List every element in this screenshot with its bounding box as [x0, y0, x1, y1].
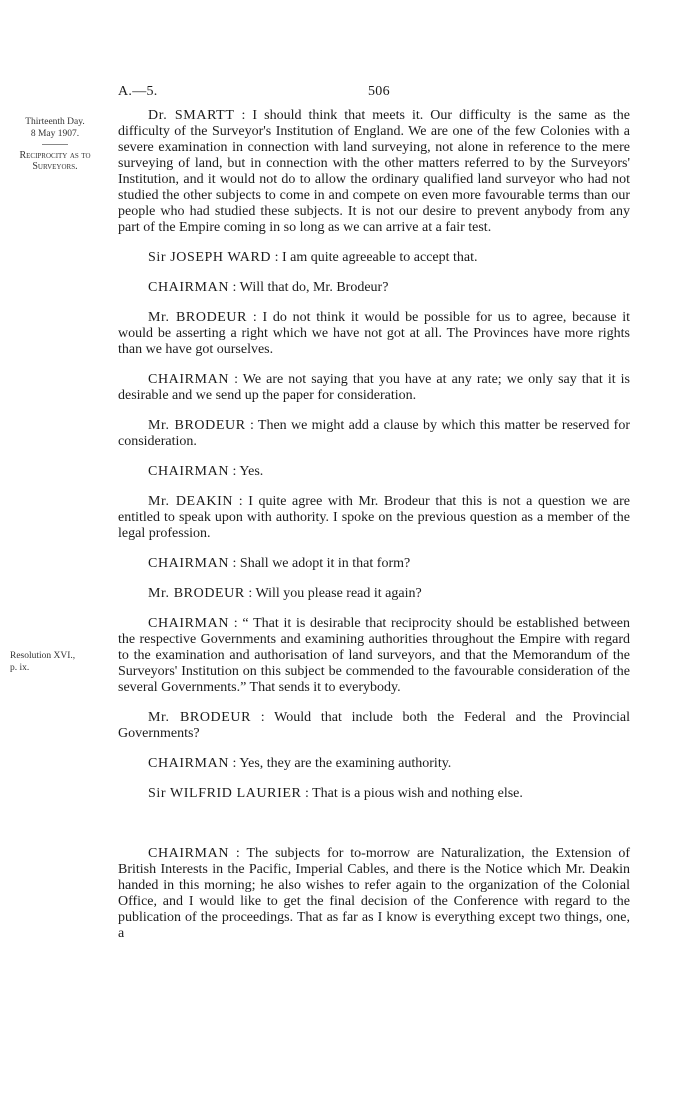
- speaker-name: Mr. BRODEUR: [148, 310, 248, 325]
- speech-text: : The subjects for to-morrow are Naturalization, the Extension of British Interests in the Pacific, Imperial Cables, and there is the Notice which Mr. Deakin handed in this morning; he also wishes to refer again to the organization of the Colonial Office, and I would like to get the final decision of the Conference with regard to the publication of the proceedings. That as far as I know is everything except two things, one, a: [118, 846, 630, 941]
- speech-text: : I quite agree with Mr. Brodeur that this is not a question we are entitled to speak upon with authority. I spoke on the previous question as a member of the legal profession.: [118, 494, 630, 541]
- speaker-name: CHAIRMAN: [148, 280, 230, 295]
- speech-paragraph: [118, 108, 630, 236]
- speaker-name: Mr. BRODEUR: [148, 418, 246, 433]
- speaker-name: CHAIRMAN: [148, 756, 230, 771]
- speech-text: : Will that do, Mr. Brodeur?: [232, 280, 389, 295]
- speech-text: : Yes.: [232, 464, 264, 479]
- speaker-name: Mr. BRODEUR: [148, 710, 252, 725]
- speech-text: : Then we might add a clause by which this matter be reserved for consideration.: [118, 418, 630, 449]
- speech-paragraph: [118, 418, 630, 450]
- speech-paragraph: [118, 756, 630, 772]
- speech-paragraph: [118, 250, 630, 266]
- speech-paragraph: [118, 464, 630, 480]
- speech-paragraph: [118, 786, 630, 802]
- speech-paragraph: [118, 710, 630, 742]
- speech-text: : “ That it is desirable that reciprocity should be established between the respective Governments and examining authorities throughout the Empire with regard to the examination and authorisation of land surveyors, and that the Memorandum of the Surveyors' Institution on this subject be commended to the favourable consideration of the several Governments.” That sends it to everybody.: [118, 616, 630, 695]
- speech-text: : We are not saying that you have at any rate; we only say that it is desirable and we send up the paper for consideration.: [118, 372, 631, 403]
- speech-paragraph: [118, 310, 630, 358]
- margin-note-topic: Reciprocity as to Surveyors.: [19, 150, 91, 172]
- speech-paragraph: [118, 280, 630, 296]
- speech-paragraph: [118, 586, 630, 602]
- speech-text: : I am quite agreeable to accept that.: [274, 250, 478, 265]
- margin-note-date: [10, 116, 100, 148]
- speech-paragraph: [118, 556, 630, 572]
- speech-paragraph: [118, 494, 630, 542]
- margin-note-date-value: 8 May 1907.: [30, 129, 80, 139]
- speaker-name: Mr. BRODEUR: [148, 586, 245, 601]
- speaker-name: CHAIRMAN: [148, 372, 230, 387]
- speech-text: : Yes, they are the examining authority.: [232, 756, 452, 771]
- speaker-name: Sir WILFRID LAURIER: [148, 786, 302, 801]
- speaker-name: Sir JOSEPH WARD: [148, 250, 272, 265]
- speech-text: : I should think that meets it. Our difficulty is the same as the difficulty of the Surveyor's Institution of England. We are one of the few Colonies with a severe examination in connection with land surveying, not alone in reference to the mere surveying of land, but in connection with the other matters referred to by the Surveyors' Institution, and it would not do to allow the ordinary qualified land surveyor who had not studied the other subjects to come in and compete on even more favourable terms than our people who had studied these subjects. It is not our desire to prevent anybody from any part of the Empire coming in so long as we can arrive at a fair test.: [118, 108, 631, 235]
- speech-paragraph: [118, 372, 630, 404]
- speaker-name: CHAIRMAN: [148, 616, 230, 631]
- speech-paragraph: [118, 846, 630, 942]
- speaker-name: Dr. SMARTT: [148, 108, 235, 123]
- speaker-name: Mr. DEAKIN: [148, 494, 234, 509]
- margin-divider: [42, 144, 68, 145]
- speech-text: : I do not think it would be possible for us to agree, because it would be asserting a right which we have not got at all. The Provinces have more rights than we have got ourselves.: [118, 310, 630, 357]
- speaker-name: CHAIRMAN: [148, 846, 230, 861]
- transcript-body: [118, 108, 630, 942]
- speech-text: : Would that include both the Federal and the Provincial Governments?: [118, 710, 630, 741]
- page-number: 506: [368, 84, 390, 99]
- speaker-name: CHAIRMAN: [148, 464, 230, 479]
- speech-text: : Will you please read it again?: [248, 586, 422, 601]
- speech-text: : That is a pious wish and nothing else.: [304, 786, 523, 801]
- margin-note-resolution: [10, 650, 100, 674]
- margin-note-resolution-page: p. ix.: [10, 663, 30, 673]
- speaker-name: CHAIRMAN: [148, 556, 230, 571]
- speech-paragraph: [118, 616, 630, 696]
- margin-note-resolution-number: Resolution XVI.,: [10, 651, 76, 661]
- margin-note-day: Thirteenth Day.: [25, 117, 85, 127]
- speech-text: : Shall we adopt it in that form?: [232, 556, 411, 571]
- page-header-code: A.—5.: [118, 84, 158, 99]
